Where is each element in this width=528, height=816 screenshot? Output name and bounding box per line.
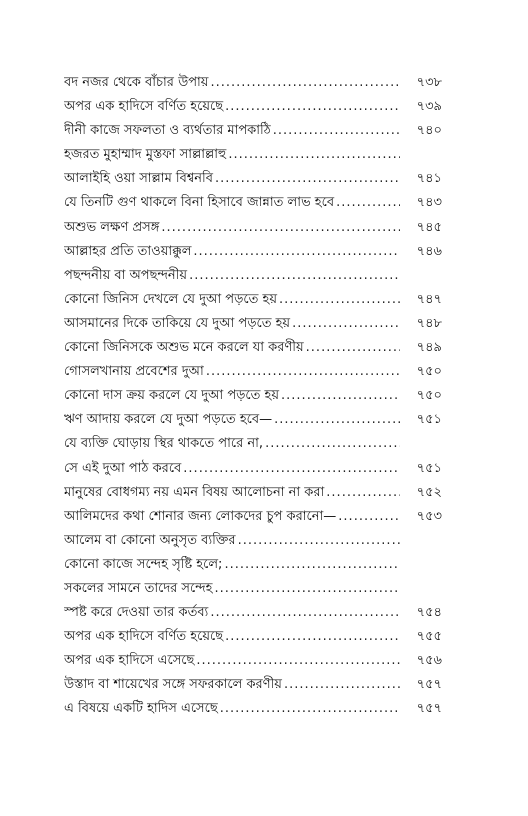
toc-entry-page: ৭৪৮ (416, 315, 442, 331)
toc-entry (64, 577, 442, 601)
table-of-contents (64, 71, 442, 722)
toc-entry (64, 529, 442, 553)
dot-leader (306, 336, 400, 360)
toc-entry (64, 673, 442, 697)
toc-entry-page: ৭৫৩ (416, 508, 442, 524)
dot-leader (281, 384, 400, 408)
toc-entry-title: ঋণ আদায় করলে যে দুআ পড়তে হবে— (64, 412, 273, 428)
toc-entry (64, 167, 442, 191)
toc-entry-page: ৭৪৫ (416, 219, 442, 235)
toc-entry (64, 601, 442, 625)
dot-leader (224, 553, 400, 577)
toc-entry-title: যে ব্যক্তি ঘোড়ায় স্থির থাকতে পারে না, (64, 436, 264, 452)
toc-entry-title: যে তিনটি গুণ থাকলে বিনা হিসাবে জান্নাত লাভ হবে (64, 195, 335, 211)
dot-leader (326, 481, 400, 505)
toc-entry-title: সকলের সামনে তাদের সন্দেহ (64, 580, 213, 596)
toc-entry (64, 408, 442, 432)
toc-entry-title: আলেম বা কোনো অনুসৃত ব্যক্তির (64, 532, 236, 548)
toc-entry-title: সে এই দুআ পাঠ করবে (64, 460, 182, 476)
toc-entry (64, 481, 442, 505)
toc-entry-title: মানুষের বোধগম্য নয় এমন বিষয় আলোচনা না করা (64, 484, 325, 500)
toc-entry-title: কোনো জিনিস দেখলে যে দুআ পড়তে হয় (64, 291, 277, 307)
toc-entry-title: আল্লাহর প্রতি তাওয়াক্কুল (64, 243, 192, 259)
toc-entry-page: ৭৫১ (416, 412, 442, 428)
toc-entry-page: ৭৪০ (416, 123, 442, 139)
toc-entry (64, 264, 442, 288)
toc-entry-title: অপর এক হাদিসে বর্ণিত হয়েছে (64, 99, 224, 115)
toc-entry (64, 71, 442, 95)
toc-entry (64, 288, 442, 312)
toc-entry-title: আসমানের দিকে তাকিয়ে যে দুআ পড়তে হয় (64, 315, 291, 331)
toc-entry (64, 119, 442, 143)
toc-entry-page: ৭৫৭ (416, 677, 442, 693)
toc-entry (64, 649, 442, 673)
dot-leader (196, 649, 400, 673)
dot-leader (215, 577, 401, 601)
toc-entry-page: ৭৫১ (416, 460, 442, 476)
toc-entry-title: স্পষ্ট করে দেওয়া তার কর্তব্য (64, 605, 209, 621)
toc-entry-title: বদ নজর থেকে বাঁচার উপায় (64, 75, 209, 90)
dot-leader (215, 167, 400, 191)
toc-entry (64, 191, 442, 215)
toc-entry-title: অপর এক হাদিসে বর্ণিত হয়েছে (64, 629, 224, 645)
toc-entry (64, 360, 442, 384)
toc-entry-page: ৭৫০ (416, 388, 442, 404)
toc-entry-title: অশুভ লক্ষণ প্রসঙ্গ (64, 219, 160, 235)
toc-entry-page: ৭৪৯ (416, 340, 442, 356)
dot-leader (338, 505, 400, 529)
toc-entry-title: গোসলখানায় প্রবেশের দুআ (64, 364, 204, 380)
toc-entry-page: ৭৪৩ (416, 195, 442, 211)
toc-entry-page: ৭৩৮ (416, 75, 442, 90)
toc-entry-title: কোনো জিনিসকে অশুভ মনে করলে যা করণীয় (64, 340, 304, 356)
toc-entry (64, 312, 442, 336)
toc-entry (64, 457, 442, 481)
toc-entry (64, 505, 442, 529)
toc-entry-title: কোনো কাজে সন্দেহ সৃষ্টি হলে; (64, 556, 223, 572)
toc-entry-title: আলিমদের কথা শোনার জন্য লোকদের চুপ করানো— (64, 508, 337, 524)
toc-entry-title: দীনী কাজে সফলতা ও ব্যর্থতার মাপকাঠি (64, 123, 271, 139)
toc-entry-page: ৭৩৯ (416, 99, 442, 115)
dot-leader (210, 71, 400, 95)
toc-entry-page: ৭৫০ (416, 364, 442, 380)
toc-entry-title: কোনো দাস ক্রয় করলে যে দুআ পড়তে হয় (64, 388, 280, 404)
toc-entry-title: আলাইহি ওয়া সাল্লাম বিশ্বনবি (64, 171, 214, 187)
toc-entry (64, 336, 442, 360)
toc-entry-page: ৭৫৪ (416, 605, 442, 621)
dot-leader (273, 119, 400, 143)
dot-leader (228, 143, 400, 167)
dot-leader (220, 697, 400, 721)
dot-leader (292, 312, 400, 336)
dot-leader (206, 360, 400, 384)
toc-entry (64, 384, 442, 408)
toc-entry-page: ৭৫৫ (416, 629, 442, 645)
toc-entry (64, 432, 442, 456)
dot-leader (183, 457, 400, 481)
toc-entry-title: পছন্দনীয় বা অপছন্দনীয় (64, 267, 188, 283)
toc-entry-title: অপর এক হাদিসে এসেছে (64, 653, 195, 669)
toc-entry-title: হজরত মুহাম্মাদ মুস্তফা সাল্লাল্লাহু (64, 147, 227, 163)
dot-leader (284, 673, 400, 697)
toc-entry-page: ৭৫২ (416, 484, 442, 500)
toc-entry (64, 625, 442, 649)
dot-leader (210, 601, 400, 625)
toc-entry-page: ৭৫৭ (416, 701, 442, 717)
dot-leader (238, 529, 400, 553)
dot-leader (274, 408, 400, 432)
toc-entry (64, 553, 442, 577)
toc-entry (64, 143, 442, 167)
toc-entry (64, 240, 442, 264)
dot-leader (265, 432, 400, 456)
toc-entry-title: উস্তাদ বা শায়েখের সঙ্গে সফরকালে করণীয় (64, 677, 282, 693)
toc-entry-page: ৭৪৭ (416, 291, 442, 307)
toc-entry-page: ৭৫৬ (416, 653, 442, 669)
dot-leader (225, 95, 400, 119)
toc-entry-page: ৭৪৬ (416, 243, 442, 259)
toc-entry (64, 697, 442, 721)
toc-entry-page: ৭৪১ (416, 171, 442, 187)
toc-entry (64, 216, 442, 240)
toc-entry (64, 95, 442, 119)
dot-leader (193, 240, 400, 264)
dot-leader (279, 288, 400, 312)
dot-leader (336, 191, 400, 215)
dot-leader (161, 216, 400, 240)
dot-leader (189, 264, 400, 288)
toc-entry-title: এ বিষয়ে একটি হাদিস এসেছে (64, 701, 218, 717)
dot-leader (225, 625, 400, 649)
